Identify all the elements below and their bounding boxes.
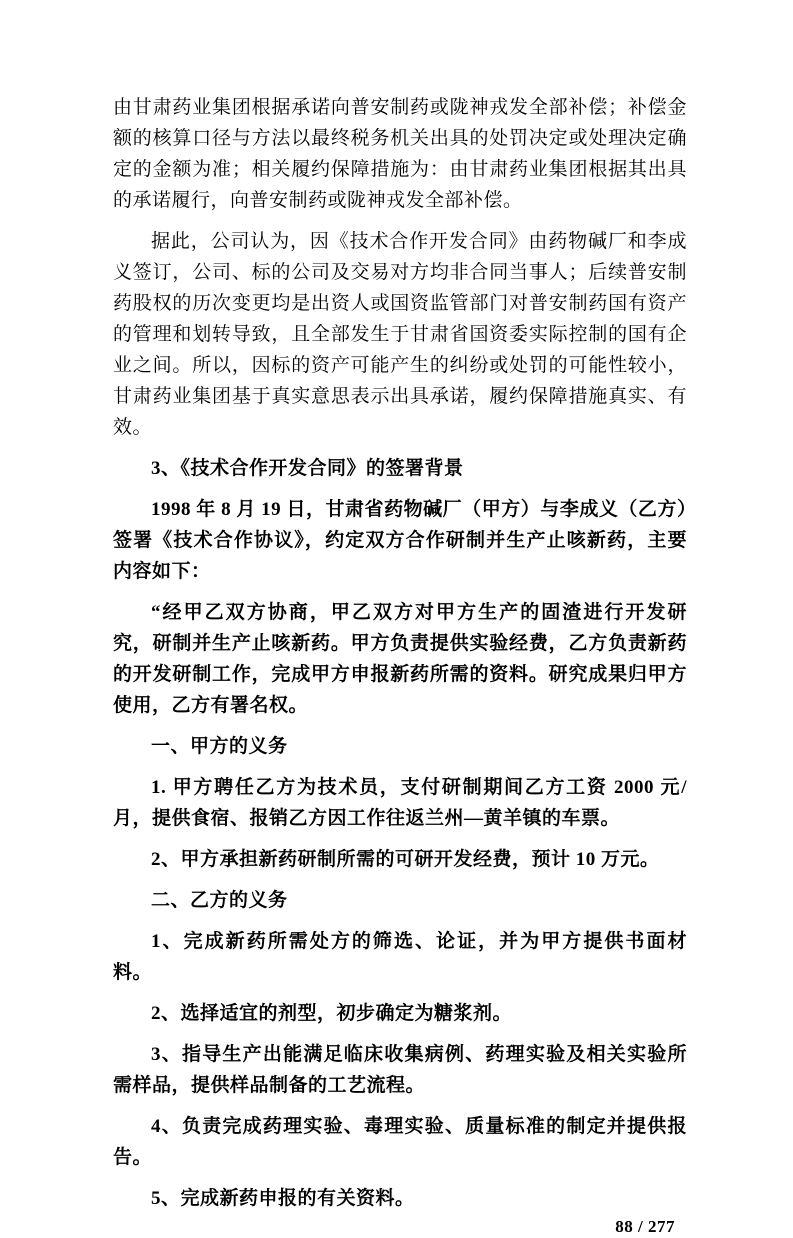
paragraph-agreement-signing: 1998 年 8 月 19 日，甘肃省药物碱厂（甲方）与李成义（乙方）签署《技术合作协议》，约定双方合作研制并生产止咳新药，主要内容如下：	[113, 499, 687, 582]
list-item-party-b-4: 4、负责完成药理实验、毒理实验、质量标准的制定并提供报告。	[113, 1116, 687, 1168]
subheading-party-b-obligations: 二、乙方的义务	[151, 890, 288, 911]
paragraph-continuation-compensation: 由甘肃药业集团根据承诺向普安制药或陇神戎发全部补偿；补偿金额的核算口径与方法以最终税务机关出具的处罚决定或处理决定确定的金额为准；相关履约保障措施为：由甘肃药业集团根据其出具的承诺履行，向普安制药或陇神戎发全部补偿。	[113, 97, 687, 211]
list-item-party-b-2: 2、选择适宜的剂型，初步确定为糖浆剂。	[151, 1003, 513, 1024]
section-heading-contract-background: 3、《技术合作开发合同》的签署背景	[151, 458, 464, 479]
list-item-party-a-2: 2、甲方承担新药研制所需的可研开发经费，预计 10 万元。	[151, 849, 660, 870]
paragraph-agreement-quote-intro: “经甲乙双方协商，甲乙双方对甲方生产的固渣进行开发研究，研制并生产止咳新药。甲方负责提供实验经费，乙方负责新药的开发研制工作，完成甲方申报新药所需的资料。研究成果归甲方使用，乙方有署名权。	[113, 602, 687, 716]
list-item-party-a-1: 1. 甲方聘任乙方为技术员，支付研制期间乙方工资 2000 元/月，提供食宿、报销乙方因工作往返兰州—黄羊镇的车票。	[113, 777, 687, 829]
page-number: 88 / 277	[615, 1217, 675, 1236]
paragraph-company-opinion: 据此，公司认为，因《技术合作开发合同》由药物碱厂和李成义签订，公司、标的公司及交易对方均非合同当事人；后续普安制药股权的历次变更均是出资人或国资监管部门对普安制药国有资产的管理和划转导致，且全部发生于甘肃省国资委实际控制的国有企业之间。所以，因标的资产可能产生的纠纷或处罚的可能性较小，甘肃药业集团基于真实意思表示出具承诺，履约保障措施真实、有效。	[113, 231, 687, 438]
subheading-party-a-obligations: 一、甲方的义务	[151, 736, 288, 757]
list-item-party-b-5: 5、完成新药申报的有关资料。	[151, 1188, 415, 1209]
list-item-party-b-1: 1、完成新药所需处方的筛选、论证，并为甲方提供书面材料。	[113, 931, 687, 983]
list-item-party-b-3: 3、指导生产出能满足临床收集病例、药理实验及相关实验所需样品，提供样品制备的工艺流程。	[113, 1044, 687, 1096]
